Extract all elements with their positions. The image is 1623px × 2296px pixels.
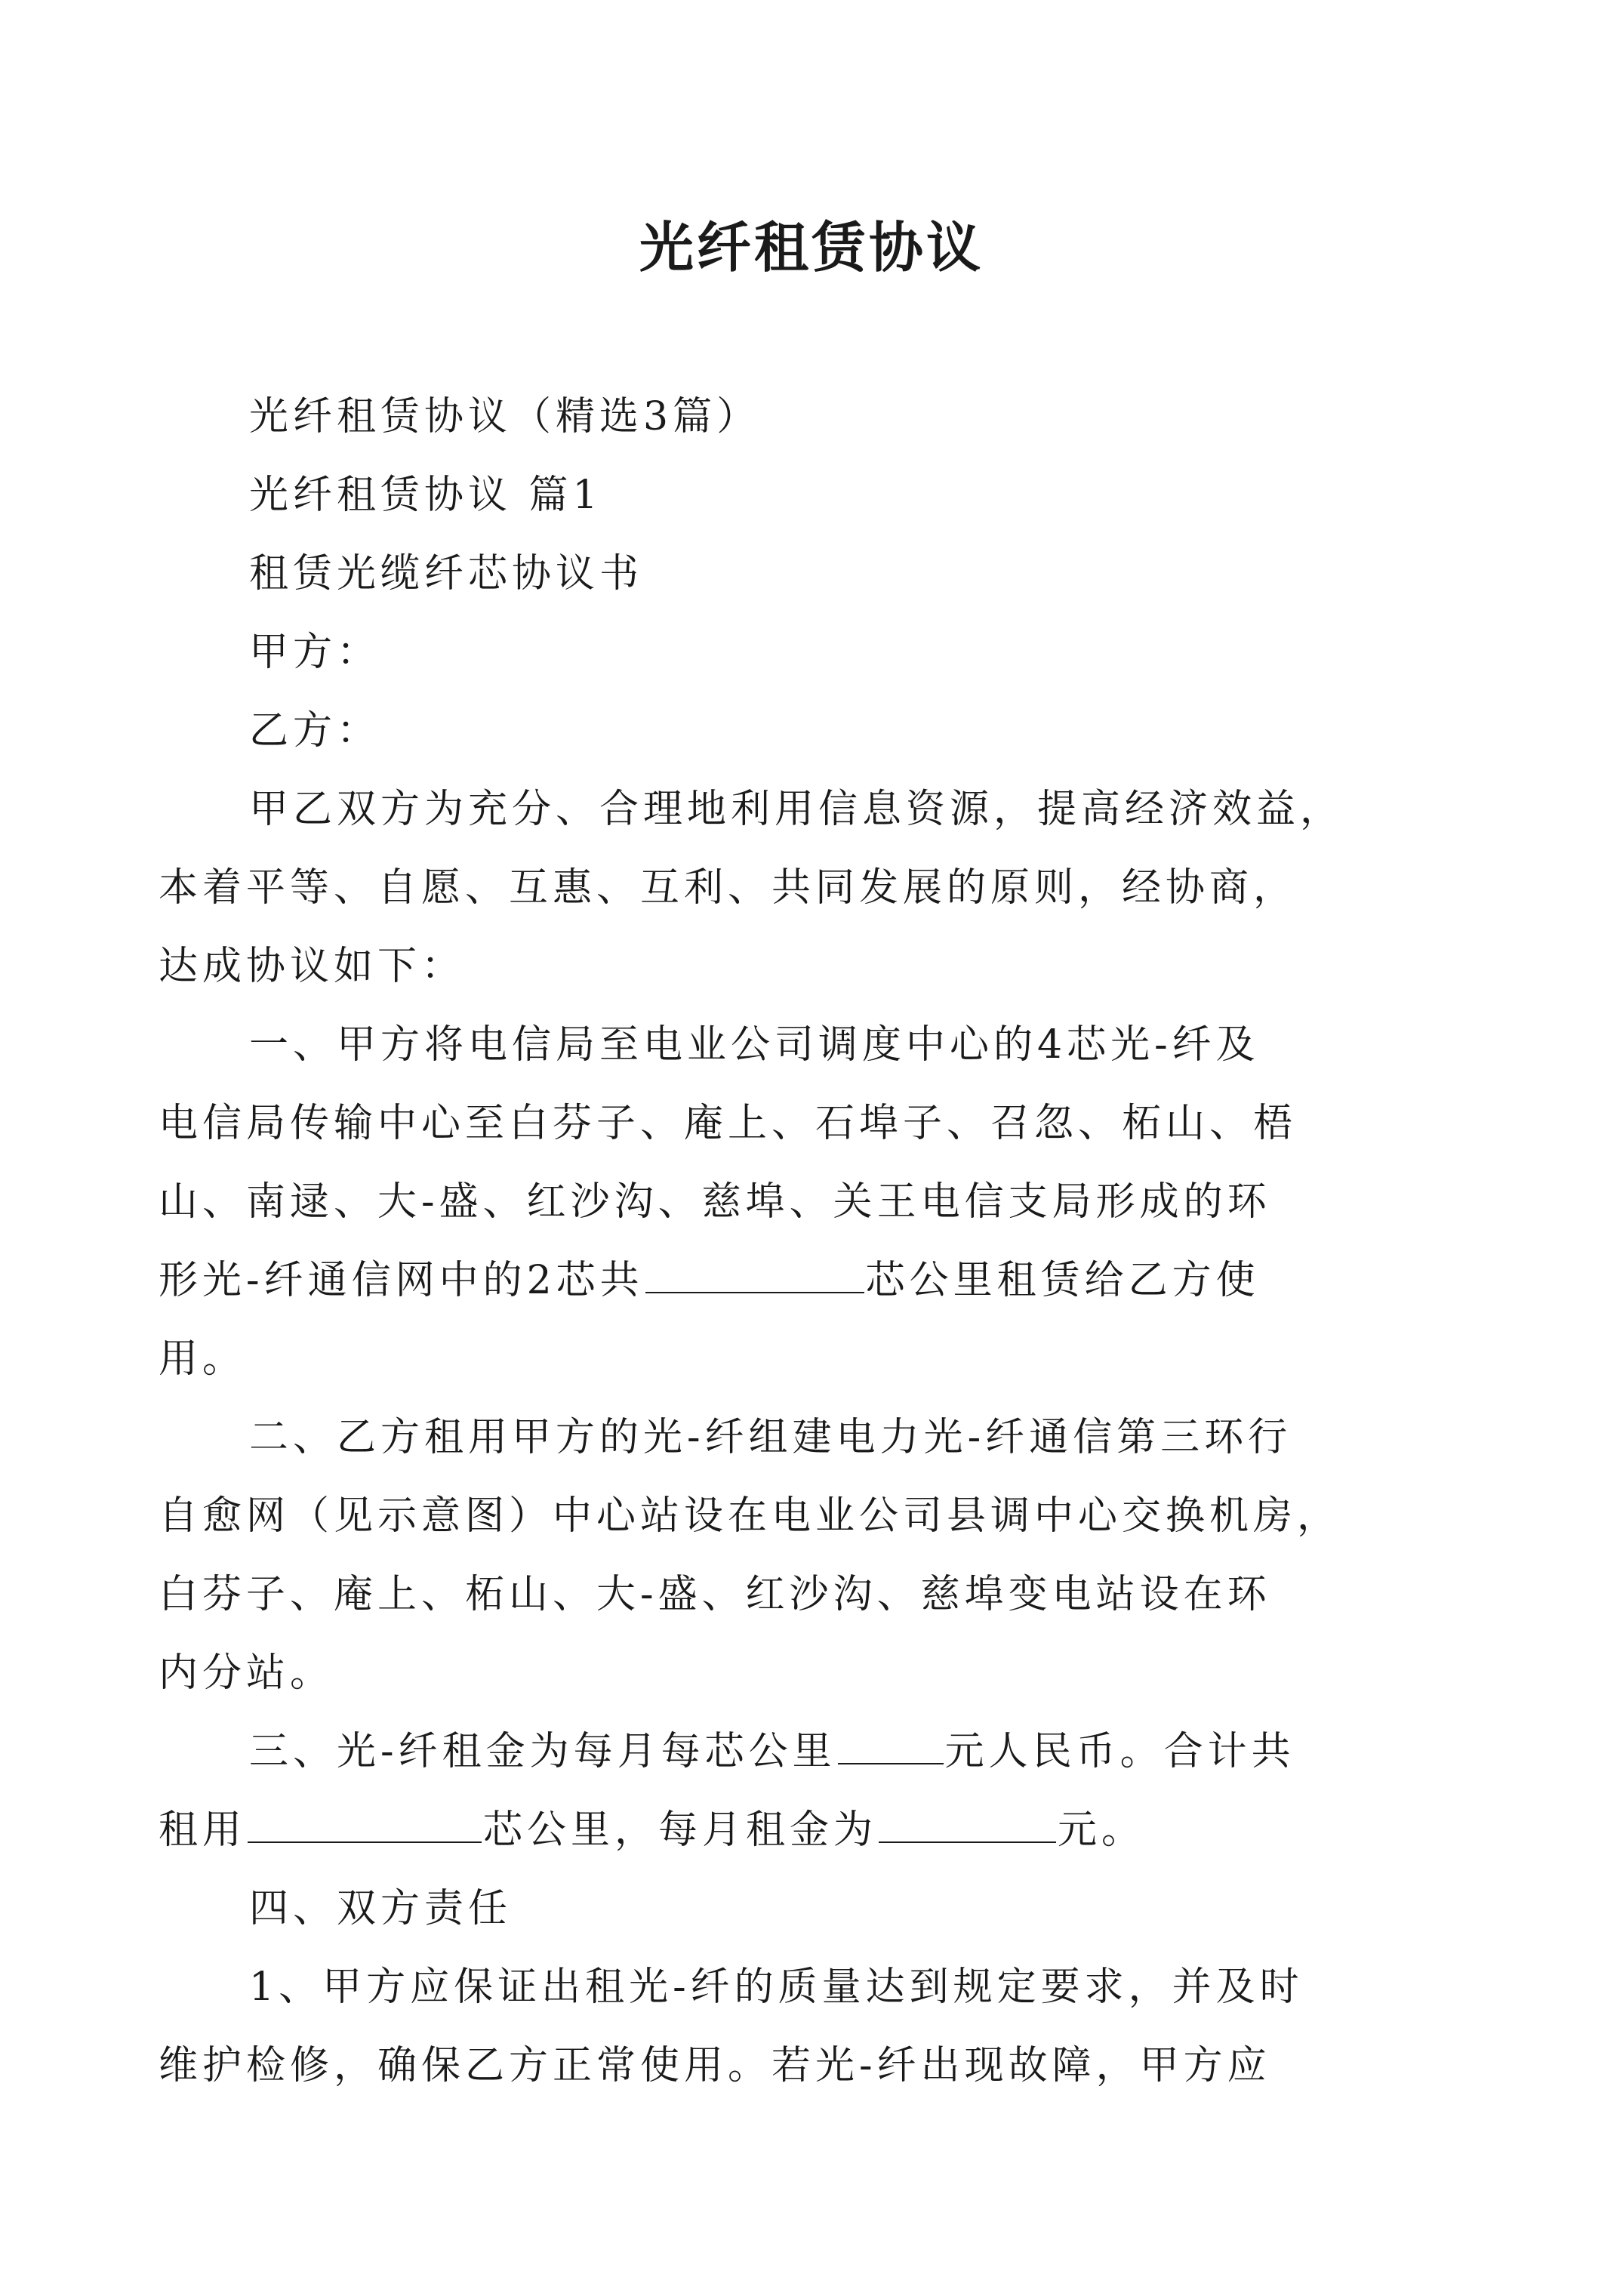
party-b-label: 乙方：: [249, 708, 381, 754]
paragraph-line: 电信局传输中心至白芬子、庵上、石埠子、召忽、柘山、梧: [159, 1101, 1298, 1146]
paragraph-line: [159, 1241, 1381, 1320]
paragraph-line: 一、甲方将电信局至电业公司调度中心的4芯光-纤及: [249, 1022, 1260, 1068]
paragraph-line: 二、乙方租用甲方的光-纤组建电力光-纤通信第三环行: [249, 1415, 1292, 1460]
fill-in-blank: [879, 1808, 1056, 1843]
paragraph-line: 甲乙双方为充分、合理地利用信息资源，提高经济效益，: [249, 787, 1344, 832]
paragraph-line: 维护检修，确保乙方正常使用。若光-纤出现故障，甲方应: [159, 2043, 1271, 2088]
party-a-label: 甲方：: [249, 630, 381, 675]
text-fragment: 三、光-纤租金为每月每芯公里: [249, 1729, 836, 1774]
paragraph-line: [249, 1712, 1381, 1791]
document-title: 光纤租赁协议: [639, 215, 984, 279]
document-body: [159, 378, 1381, 2105]
text-fragment: 芯公里租赁给乙方使: [865, 1258, 1260, 1303]
paragraph-line: 本着平等、自愿、互惠、互利、共同发展的原则，经协商，: [159, 865, 1298, 911]
paragraph-line: 山、南逯、大-盛、红沙沟、慈埠、关王电信支局形成的环: [159, 1179, 1271, 1225]
paragraph-line: 达成协议如下：: [159, 944, 466, 989]
fill-in-blank: [248, 1808, 482, 1843]
text-fragment: 元。: [1058, 1808, 1146, 1853]
paragraph-line: [159, 1791, 1381, 1869]
text-fragment: 形光-纤通信网中的2芯共: [159, 1258, 644, 1303]
paragraph-line: 内分站。: [159, 1650, 334, 1696]
text-fragment: 租用: [159, 1808, 247, 1853]
fill-in-blank: [838, 1730, 944, 1764]
section-heading: 光纤租赁协议 篇1: [249, 473, 602, 518]
section-heading: 四、双方责任: [249, 1886, 513, 1931]
paragraph-line: 白芬子、庵上、柘山、大-盛、红沙沟、慈埠变电站设在环: [159, 1572, 1271, 1617]
text-fragment: 芯公里，每月租金为: [483, 1808, 878, 1853]
paragraph-line: 用。: [159, 1336, 247, 1382]
agreement-name: 租赁光缆纤芯协议书: [249, 551, 644, 596]
paragraph-line: 1、甲方应保证出租光-纤的质量达到规定要求，并及时: [249, 1965, 1304, 2010]
text-fragment: 元人民币。合计共: [944, 1729, 1295, 1774]
fill-in-blank: [645, 1259, 864, 1293]
paragraph-line: 自愈网（见示意图）中心站设在电业公司县调中心交换机房，: [159, 1493, 1341, 1539]
subtitle-line: 光纤租赁协议（精选3篇）: [249, 394, 761, 439]
